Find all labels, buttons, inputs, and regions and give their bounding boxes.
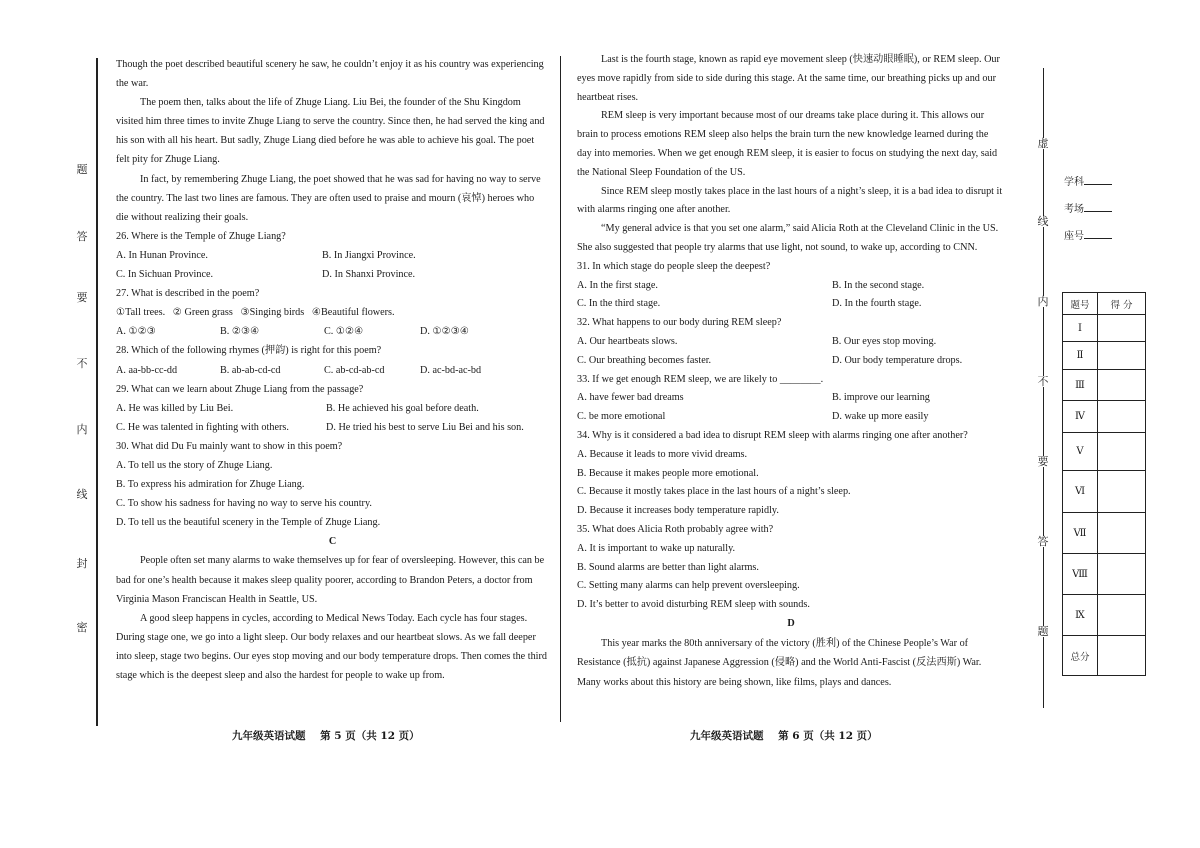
cut-char: 不 <box>1037 375 1049 388</box>
passage-paragraph: A good sleep happens in cycles, according to Medical News Today. Each cycle has four stages. During stage one, we go into a light sleep. Our body relaxes and our heartbeat slows. As we fall deeper into sleep, stage two begins. Our eyes stop moving and our body temperature drops. Then comes the third stage which is the deepest sleep and also the hardest for people to wake up from. <box>116 612 547 681</box>
option-c[interactable]: C. Setting many alarms can help prevent oversleeping. <box>577 580 800 592</box>
options-row <box>116 322 549 341</box>
score-header-item: 题号 <box>1063 293 1098 315</box>
option-d[interactable]: D. Our body temperature drops. <box>832 354 963 366</box>
option-c[interactable]: C. ①②④ <box>324 326 364 338</box>
option-a[interactable]: A. Our heartbeats slows. <box>577 335 678 347</box>
option-b[interactable]: B. improve our learning <box>832 392 930 404</box>
score-row-label: Ⅲ <box>1063 370 1098 401</box>
subject-field[interactable] <box>1084 174 1112 185</box>
cut-char: 要 <box>1037 455 1049 468</box>
score-row-label: Ⅷ <box>1063 554 1098 595</box>
score-row-label: Ⅱ <box>1063 342 1098 370</box>
score-row-label: 总分 <box>1063 636 1098 676</box>
question-28: 28. Which of the following rhymes (押韵) is right for this poem? <box>116 345 382 357</box>
question-33: 33. If we get enough REM sleep, we are likely to ________. <box>577 373 824 385</box>
passage-paragraph: In fact, by remembering Zhuge Liang, the poet showed that he was sad for having no way to serve the country. The last two lines are famous. They are often used to praise and mourn (哀悼) heroes who die without realizing their goals. <box>116 173 541 223</box>
score-cell[interactable] <box>1098 513 1146 554</box>
score-cell[interactable] <box>1098 595 1146 636</box>
passage-paragraph: This year marks the 80th anniversary of the victory (胜利) of the Chinese People’s War of Resistance (抵抗) against Japanese Aggression (侵略) and the World Anti-Fascist (反法西斯) War. Many works about this history are being shown, like films, plays and dances. <box>577 637 982 688</box>
binding-char: 线 <box>76 488 88 501</box>
binding-char: 答 <box>76 230 88 243</box>
question-27: 27. What is described in the poem? <box>116 288 260 300</box>
passage-paragraph: Last is the fourth stage, known as rapid eye movement sleep (快速动眼睡眠), or REM sleep. Our eyes move rapidly from side to side during this stage. At the same time, our breathing picks up and our heartbeat rises. <box>577 54 1000 103</box>
option-c[interactable]: C. be more emotional <box>577 411 666 423</box>
page-footer-left: 九年级英语试题 第 5 页（共 12 页） <box>232 730 420 742</box>
option-d[interactable]: D. In the fourth stage. <box>832 298 922 310</box>
question-32: 32. What happens to our body during REM sleep? <box>577 317 782 329</box>
subject-label: 学科 <box>1064 177 1084 188</box>
option-b[interactable]: B. In the second stage. <box>832 279 925 291</box>
left-column <box>116 55 549 685</box>
cut-char: 题 <box>1037 625 1049 638</box>
option-a[interactable]: A. have fewer bad dreams <box>577 392 684 404</box>
option-a[interactable]: A. To tell us the story of Zhuge Liang. <box>116 459 273 471</box>
score-table <box>1062 292 1146 676</box>
option-c[interactable]: C. Because it mostly takes place in the last hours of a night’s sleep. <box>577 486 851 498</box>
score-cell[interactable] <box>1098 401 1146 433</box>
binding-line-left <box>96 58 98 726</box>
options-row <box>577 352 1005 371</box>
score-row-label: Ⅰ <box>1063 315 1098 342</box>
seat-label: 座号 <box>1064 231 1084 242</box>
binding-char: 要 <box>76 291 88 304</box>
option-d[interactable]: D. It’s better to avoid disturbing REM sleep with sounds. <box>577 599 810 611</box>
options-row <box>116 246 549 265</box>
option-c[interactable]: C. ab-cd-ab-cd <box>324 364 385 376</box>
option-d[interactable]: D. ①②③④ <box>420 326 469 338</box>
score-cell[interactable] <box>1098 315 1146 342</box>
score-row-label: Ⅳ <box>1063 401 1098 433</box>
option-a[interactable]: A. Because it leads to more vivid dreams. <box>577 448 748 460</box>
option-c[interactable]: C. He was talented in fighting with others. <box>116 421 289 433</box>
option-b[interactable]: B. Sound alarms are better than light alarms. <box>577 561 759 573</box>
score-cell[interactable] <box>1098 433 1146 471</box>
option-a[interactable]: A. aa-bb-cc-dd <box>116 364 178 376</box>
binding-char: 封 <box>76 557 88 570</box>
score-cell[interactable] <box>1098 636 1146 676</box>
options-row <box>577 277 1005 296</box>
score-cell[interactable] <box>1098 370 1146 401</box>
option-c[interactable]: C. In the third stage. <box>577 298 661 310</box>
passage-paragraph: REM sleep is very important because most of our dreams take place during it. This allows our brain to process emotions REM sleep also helps the brain turn the new knowledge learned during the day into memories. When we get enough REM sleep, it is easier to focus on studying the next day, said the National Sleep Foundation of the US. <box>577 110 998 178</box>
binding-char: 不 <box>76 357 88 370</box>
question-31: 31. In which stage do people sleep the deepest? <box>577 260 771 272</box>
passage-paragraph: Though the poet described beautiful scenery he saw, he couldn’t enjoy it as his country was experiencing the war. <box>116 59 544 90</box>
cut-char: 虚 <box>1037 137 1049 150</box>
exam-room-field[interactable] <box>1084 201 1112 212</box>
score-row-label: Ⅵ <box>1063 471 1098 513</box>
option-b[interactable]: B. To express his admiration for Zhuge Liang. <box>116 479 305 491</box>
option-d[interactable]: D. To tell us the beautiful scenery in the Temple of Zhuge Liang. <box>116 517 381 529</box>
option-d[interactable]: D. He tried his best to serve Liu Bei and his son. <box>326 421 524 433</box>
score-row-label: Ⅸ <box>1063 595 1098 636</box>
question-27-items: ①Tall trees. ② Green grass ③Singing birds ④Beautiful flowers. <box>116 307 395 319</box>
passage-paragraph: The poem then, talks about the life of Zhuge Liang. Liu Bei, the founder of the Shu Kingdom visited him three times to invite Zhuge Liang to serve the country. Since then, he had served the king and his son with all his heart. But sadly, Zhuge Liang died before he was able to achieve his goal. The poet felt pity for Zhuge Liang. <box>116 97 545 166</box>
options-row <box>577 408 1005 427</box>
binding-char: 题 <box>76 163 88 176</box>
seat-field[interactable] <box>1084 228 1112 239</box>
section-heading: C <box>328 536 337 548</box>
score-header-score: 得 分 <box>1098 293 1146 315</box>
option-c[interactable]: C. In Sichuan Province. <box>116 269 214 281</box>
options-row <box>116 361 549 380</box>
options-row <box>116 265 549 284</box>
question-35: 35. What does Alicia Roth probably agree with? <box>577 523 774 535</box>
option-b[interactable]: B. Our eyes stop moving. <box>832 335 937 347</box>
score-cell[interactable] <box>1098 342 1146 370</box>
passage-paragraph: “My general advice is that you set one alarm,” said Alicia Roth at the Cleveland Clinic in the US. She also suggested that people try alarms that use light, not sound, to wake up, according to CNN. <box>577 223 999 253</box>
options-row <box>577 295 1005 314</box>
score-row-label: Ⅶ <box>1063 513 1098 554</box>
passage-paragraph: People often set many alarms to wake themselves up for fear of oversleeping. However, this can be bad for one’s health because it makes sleep quality poorer, according to Brandon Peters, a doctor from Virginia Mason Franciscan Health in Seattle, US. <box>116 555 545 605</box>
options-row <box>577 389 1005 408</box>
options-row <box>577 333 1005 352</box>
exam-room-label: 考场 <box>1064 204 1084 215</box>
candidate-info <box>1064 173 1112 254</box>
option-d[interactable]: D. ac-bd-ac-bd <box>420 364 482 376</box>
cut-char: 线 <box>1037 215 1049 228</box>
page-footer-right: 九年级英语试题 第 6 页（共 12 页） <box>690 730 878 742</box>
option-a[interactable]: A. In the first stage. <box>577 279 658 291</box>
option-c[interactable]: C. To show his sadness for having no way to serve his country. <box>116 498 372 510</box>
option-d[interactable]: D. In Shanxi Province. <box>322 269 416 281</box>
question-34: 34. Why is it considered a bad idea to disrupt REM sleep with alarms ringing one after another? <box>577 429 968 441</box>
question-26: 26. Where is the Temple of Zhuge Liang? <box>116 230 286 242</box>
question-29: 29. What can we learn about Zhuge Liang from the passage? <box>116 383 364 395</box>
option-d[interactable]: D. Because it increases body temperature rapidly. <box>577 505 779 517</box>
cut-line-right <box>1043 68 1044 708</box>
cut-char: 答 <box>1037 535 1049 548</box>
option-b[interactable]: B. In Jiangxi Province. <box>322 249 416 261</box>
right-column <box>577 51 1005 692</box>
passage-paragraph: Since REM sleep mostly takes place in the last hours of a night’s sleep, it is a bad idea to disrupt it with alarms ringing one after another. <box>577 185 1003 216</box>
option-a[interactable]: A. He was killed by Liu Bei. <box>116 402 234 414</box>
question-30: 30. What did Du Fu mainly want to show in this poem? <box>116 440 343 452</box>
option-a[interactable]: A. In Hunan Province. <box>116 249 208 261</box>
option-a[interactable]: A. It is important to wake up naturally. <box>577 542 736 554</box>
binding-char: 内 <box>76 423 88 436</box>
option-c[interactable]: C. Our breathing becomes faster. <box>577 354 712 366</box>
option-b[interactable]: B. ab-ab-cd-cd <box>220 364 281 376</box>
score-cell[interactable] <box>1098 554 1146 595</box>
options-row <box>116 418 549 437</box>
option-b[interactable]: B. He achieved his goal before death. <box>326 402 479 414</box>
score-cell[interactable] <box>1098 471 1146 513</box>
column-divider <box>560 56 561 722</box>
score-row-label: Ⅴ <box>1063 433 1098 471</box>
option-b[interactable]: B. ②③④ <box>220 326 260 338</box>
section-heading: D <box>787 617 795 629</box>
cut-char: 内 <box>1037 295 1049 308</box>
option-b[interactable]: B. Because it makes people more emotional. <box>577 467 759 479</box>
option-d[interactable]: D. wake up more easily <box>832 411 929 423</box>
binding-char: 密 <box>76 621 88 634</box>
options-row <box>116 399 549 418</box>
option-a[interactable]: A. ①②③ <box>116 326 156 338</box>
